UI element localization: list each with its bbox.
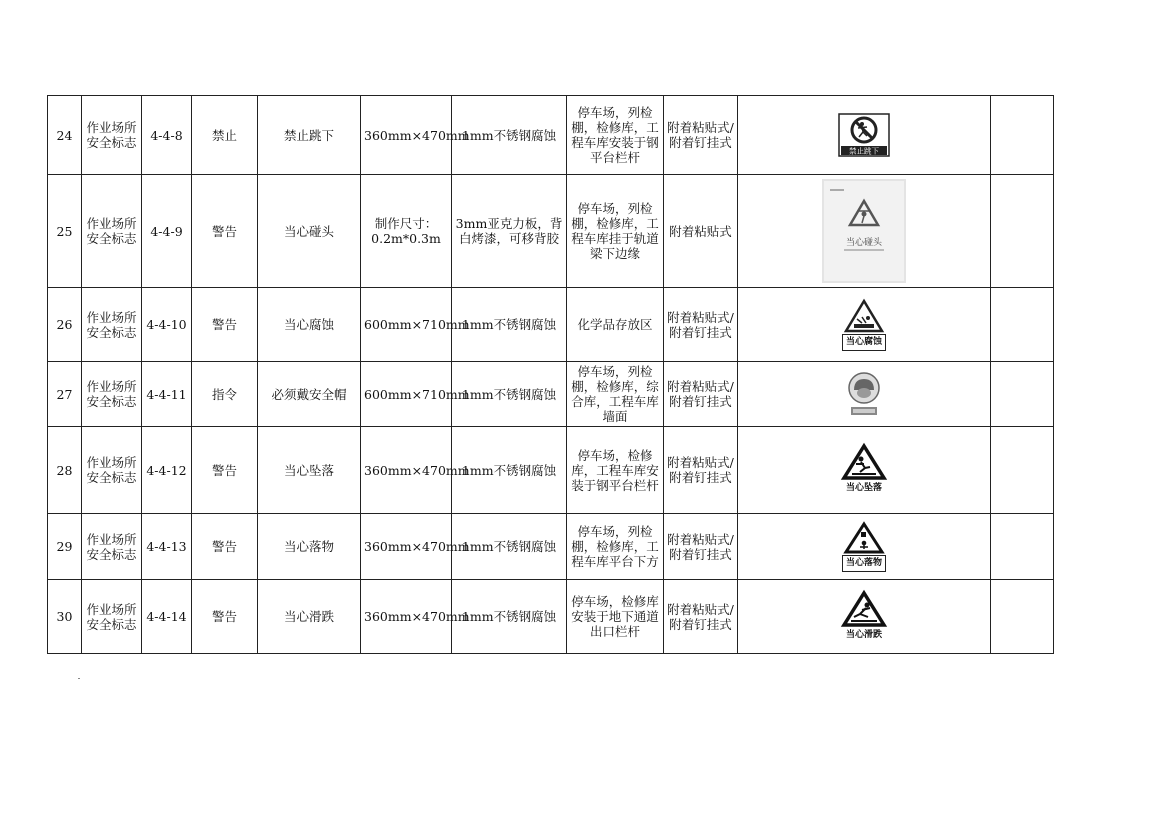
table-row — [48, 362, 1054, 427]
location-cell: 停车场，检修库安装于地下通道出口栏杆 — [567, 580, 664, 654]
remark-cell — [991, 288, 1054, 362]
row-number: 27 — [48, 362, 82, 427]
row-number: 28 — [48, 427, 82, 514]
category-cell: 作业场所安全标志 — [82, 96, 142, 175]
category-cell: 作业场所安全标志 — [82, 427, 142, 514]
name-cell: 当心碰头 — [258, 175, 361, 288]
row-number: 25 — [48, 175, 82, 288]
type-cell: 警告 — [192, 580, 258, 654]
category-cell: 作业场所安全标志 — [82, 288, 142, 362]
sign-caption: 当心坠落 — [845, 483, 882, 493]
sign-caption: 当心碰头 — [845, 238, 883, 248]
wear-helmet-sign-icon — [847, 371, 881, 417]
signage-table — [47, 95, 1054, 654]
table-row — [48, 580, 1054, 654]
remark-cell — [991, 175, 1054, 288]
sign-image-cell — [738, 362, 991, 427]
sign-image-cell — [738, 427, 991, 514]
install-cell: 附着粘贴式 — [664, 175, 738, 288]
location-cell: 停车场，列检棚，检修库，工程车库安装于钢平台栏杆 — [567, 96, 664, 175]
type-cell: 警告 — [192, 175, 258, 288]
table-row — [48, 96, 1054, 175]
remark-cell — [991, 362, 1054, 427]
install-cell: 附着粘贴式/附着钉挂式 — [664, 96, 738, 175]
row-number: 24 — [48, 96, 82, 175]
name-cell: 禁止跳下 — [258, 96, 361, 175]
row-number: 26 — [48, 288, 82, 362]
location-cell: 停车场，列检棚，检修库，综合库，工程车库墙面 — [567, 362, 664, 427]
table-row — [48, 175, 1054, 288]
name-cell: 当心腐蚀 — [258, 288, 361, 362]
name-cell: 必须戴安全帽 — [258, 362, 361, 427]
sign-caption: 当心落物 — [842, 555, 886, 572]
name-cell: 当心滑跌 — [258, 580, 361, 654]
category-cell: 作业场所安全标志 — [82, 362, 142, 427]
table-row — [48, 514, 1054, 580]
size-cell: 360mm×470mm — [361, 514, 452, 580]
slippery-warning-sign-icon — [842, 591, 886, 627]
install-cell: 附着粘贴式/附着钉挂式 — [664, 288, 738, 362]
material-cell: 1mm不锈钢腐蚀 — [452, 580, 567, 654]
code-cell: 4-4-13 — [142, 514, 192, 580]
corrosion-warning-sign-icon — [844, 299, 884, 333]
material-cell: 1mm不锈钢腐蚀 — [452, 362, 567, 427]
code-cell: 4-4-9 — [142, 175, 192, 288]
no-jumping-sign-icon — [838, 113, 890, 157]
table-row — [48, 427, 1054, 514]
category-cell: 作业场所安全标志 — [82, 514, 142, 580]
sign-image-cell — [738, 580, 991, 654]
category-cell: 作业场所安全标志 — [82, 580, 142, 654]
row-number: 30 — [48, 580, 82, 654]
type-cell: 警告 — [192, 288, 258, 362]
type-cell: 警告 — [192, 514, 258, 580]
name-cell: 当心落物 — [258, 514, 361, 580]
remark-cell — [991, 514, 1054, 580]
install-cell: 附着粘贴式/附着钉挂式 — [664, 362, 738, 427]
remark-cell — [991, 96, 1054, 175]
install-cell: 附着粘贴式/附着钉挂式 — [664, 514, 738, 580]
row-number: 29 — [48, 514, 82, 580]
sign-caption: 当心滑跌 — [845, 629, 882, 640]
material-cell: 1mm不锈钢腐蚀 — [452, 288, 567, 362]
name-cell: 当心坠落 — [258, 427, 361, 514]
location-cell: 化学品存放区 — [567, 288, 664, 362]
remark-cell — [991, 580, 1054, 654]
sign-caption: 当心腐蚀 — [842, 334, 886, 351]
sign-image-cell — [738, 175, 991, 288]
scan-speck — [78, 678, 80, 679]
code-cell: 4-4-12 — [142, 427, 192, 514]
material-cell: 1mm不锈钢腐蚀 — [452, 427, 567, 514]
type-cell: 禁止 — [192, 96, 258, 175]
size-cell: 600mm×710mm — [361, 288, 452, 362]
remark-cell — [991, 427, 1054, 514]
code-cell: 4-4-11 — [142, 362, 192, 427]
install-cell: 附着粘贴式/附着钉挂式 — [664, 427, 738, 514]
location-cell: 停车场，列检棚，检修库，工程车库挂于轨道梁下边缘 — [567, 175, 664, 288]
falling-objects-sign-icon — [844, 522, 884, 554]
sign-image-cell — [738, 514, 991, 580]
type-cell: 警告 — [192, 427, 258, 514]
falling-warning-sign-icon — [842, 444, 886, 480]
category-cell: 作业场所安全标志 — [82, 175, 142, 288]
install-cell: 附着粘贴式/附着钉挂式 — [664, 580, 738, 654]
material-cell: 1mm不锈钢腐蚀 — [452, 96, 567, 175]
size-cell: 360mm×470mm — [361, 580, 452, 654]
material-cell: 3mm亚克力板，背白烤漆，可移背胶 — [452, 175, 567, 288]
code-cell: 4-4-10 — [142, 288, 192, 362]
size-cell: 600mm×710mm — [361, 362, 452, 427]
location-cell: 停车场，列检棚，检修库，工程车库平台下方 — [567, 514, 664, 580]
size-cell: 360mm×470mm — [361, 96, 452, 175]
material-cell: 1mm不锈钢腐蚀 — [452, 514, 567, 580]
code-cell: 4-4-14 — [142, 580, 192, 654]
sign-image-cell — [738, 288, 991, 362]
code-cell: 4-4-8 — [142, 96, 192, 175]
sign-caption: 禁止跳下 — [849, 146, 879, 156]
watch-head-sign-icon — [822, 179, 906, 283]
location-cell: 停车场，检修库，工程车库安装于钢平台栏杆 — [567, 427, 664, 514]
sign-image-cell — [738, 96, 991, 175]
type-cell: 指令 — [192, 362, 258, 427]
size-cell: 360mm×470mm — [361, 427, 452, 514]
size-cell: 制作尺寸：0.2m*0.3m — [361, 175, 452, 288]
table-row — [48, 288, 1054, 362]
